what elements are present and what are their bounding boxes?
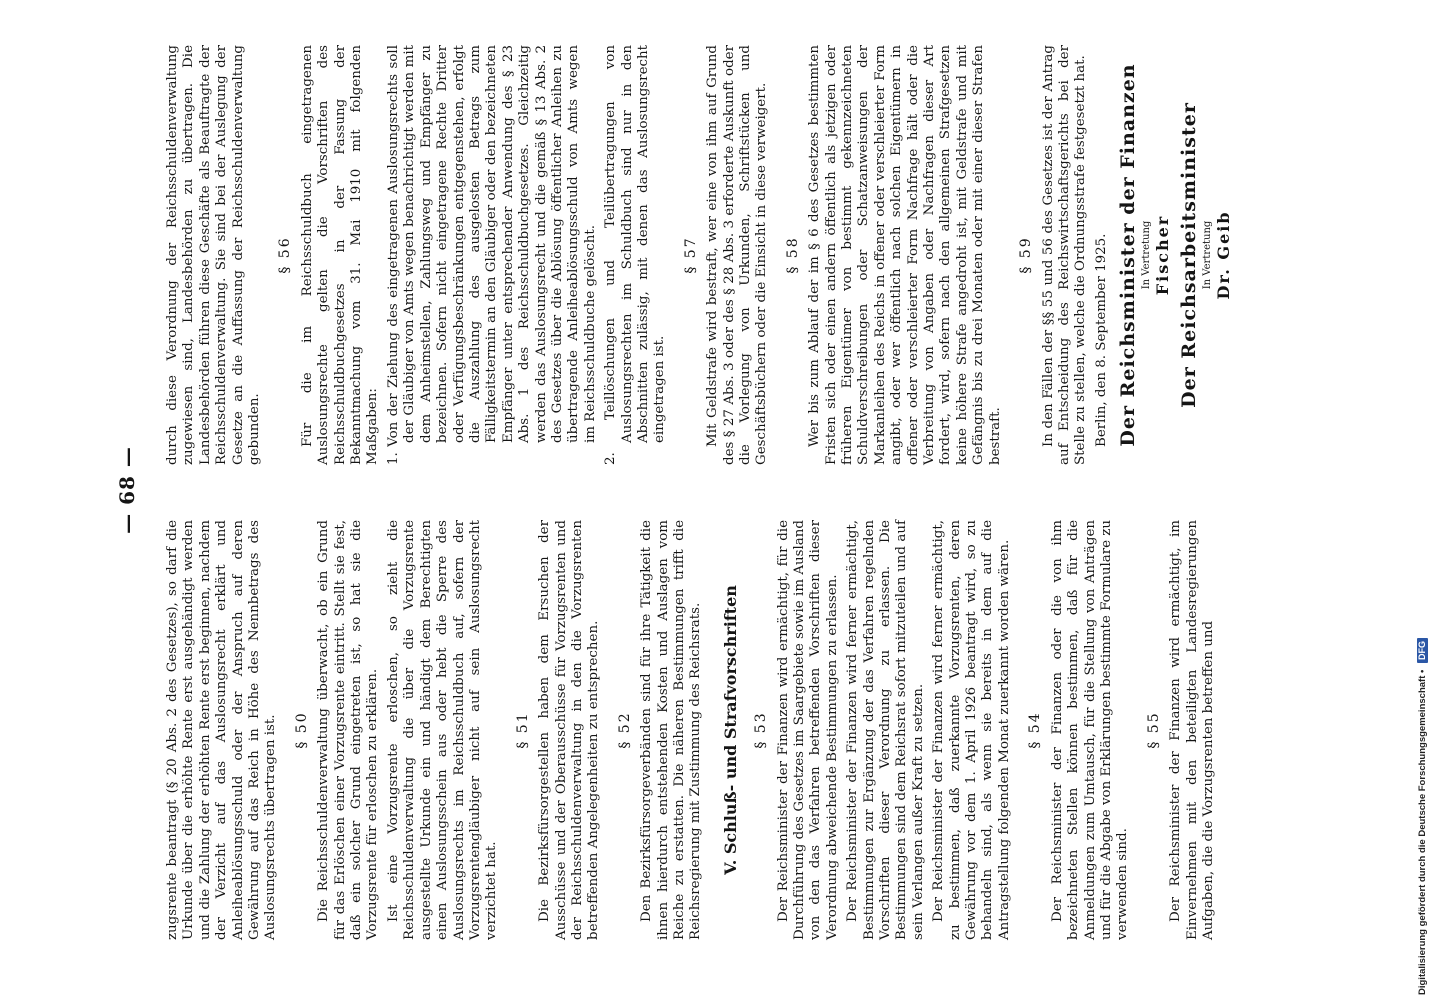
- section-51-heading: § 51: [514, 711, 531, 749]
- right-column: [165, 45, 1241, 465]
- paragraph: Den Bezirksfürsorgeverbänden sind für ihre Tätigkeit die ihnen hierdurch entstehenden Kosten und Auslagen vom Reiche zu erstatten. Die näheren Bestimmungen trifft die Reichsregierung mit Zustimmung des Reichsrats.: [639, 520, 704, 940]
- digitization-credit: [1400, 0, 1434, 1000]
- section-57-heading: § 57: [682, 236, 699, 274]
- section-58-heading: § 58: [784, 236, 801, 274]
- paragraph: Die Bezirksfürsorgestellen haben dem Ersuchen der Ausschüsse und der Oberausschüsse für Vorzugsrenten und der Reichsschuldenverwaltung in den die Vorzugsrenten betreffenden Angelegenheiten zu entsprechen.: [537, 520, 602, 940]
- paragraph: Der Reichsminister der Finanzen wird ermächtigt, im Einvernehmen mit den beteiligten Landesregierungen Aufgaben, die die Vorzugsrenten betreffen und: [1168, 520, 1216, 940]
- section-53-heading: § 53: [753, 711, 770, 749]
- paragraph: Mit Geldstrafe wird bestraft, wer eine von ihm auf Grund des § 27 Abs. 3 oder des § 28 Abs. 3 erforderte Auskunft oder die Vorlegung von Urkunden, Schriftstücken und Geschäftsbüchern oder die Einsicht in diese verweigert.: [705, 45, 770, 465]
- rotated-page-content: [95, 40, 1400, 940]
- signature-name-finance: Fischer: [1152, 214, 1172, 296]
- credit-text: Digitalisierung gefördert durch die Deutsche Forschungsgemeinschaft •: [1417, 669, 1428, 995]
- signature-deputy-note: In Vertretung: [1140, 220, 1152, 290]
- chapter-heading: V. Schluß- und Strafvorschriften: [720, 585, 740, 875]
- paragraph: Wer bis zum Ablauf der im § 6 des Gesetzes bestimmten Fristen sich oder einen andern öffentlich als jetzigen oder früheren Eigentümer von bestimmt gekennzeichneten Schuldverschreibungen oder Schatzanweisungen der Markanleihen des Reichs in offener oder verschleierter Form angibt, oder wer öffentlich nach solchen Eigentümern in offener oder verschleierter Form Nachfrage hält oder die Verbreitung von Angaben oder Nachfragen dieser Art fordert, wird, sofern nach den allgemeinen Strafgesetzen keine höhere Strafe angedroht ist, mit Geldstrafe und mit Gefängnis bis zu drei Monaten oder mit einer dieser Strafen bestraft.: [807, 45, 1003, 465]
- paragraph: Der Reichsminister der Finanzen oder die von ihm bezeichneten Stellen können bestimmen, daß für die Anmeldungen zum Umtausch, für die Stellung von Anträgen und für die Abgabe von Erklärungen bestimmte Formulare zu verwenden sind.: [1049, 520, 1131, 940]
- left-column: [165, 520, 1221, 940]
- dfg-logo: DFG: [1417, 638, 1428, 663]
- signature-name-labour: Dr. Geib: [1214, 210, 1234, 300]
- list-item: 1. Von der Ziehung des eingetragenen Auslosungsrechts soll der Gläubiger von Amts wegen benachrichtigt werden mit dem Anheimstellen, Zahlungsweg und Empfänger zu bezeichnen. Sofern nicht eingetragene Rechte Dritter oder Verfügungsbeschränkungen entgegenstehen, erfolgt die Auszahlung des ausgelosten Betrags zum Fälligkeitstermin an den Gläubiger oder den bezeichneten Empfänger unter entsprechender Anwendung des § 23 Abs. 1 des Reichsschuldbuchgesetzes. Gleichzeitig werden das Auslosungsrecht und die gemäß § 13 Abs. 2 des Gesetzes über die Ablösung öffentlicher Anleihen zu übertragende Anleiheablösungsschuld von Amts wegen im Reichsschuldbuche gelöscht.: [385, 45, 598, 465]
- date-line: Berlin, den 8. September 1925.: [1093, 233, 1109, 447]
- signature-deputy-note: In Vertretung: [1201, 220, 1213, 290]
- section-59-heading: § 59: [1018, 236, 1035, 274]
- paragraph: In den Fällen der §§ 55 und 56 des Gesetzes ist der Antrag auf Entscheidung des Reichswirtschaftsgerichts bei der Stelle zu stellen, welche die Ordnungsstrafe festgesetzt hat.: [1040, 45, 1089, 465]
- section-55-heading: § 55: [1145, 711, 1162, 749]
- paragraph: Die Reichsschuldenverwaltung überwacht, ob ein Grund für das Erlöschen einer Vorzugsrente eintritt. Stellt sie fest, daß ein solcher Grund eingetreten ist, so hat sie die Vorzugsrente für erloschen zu erklären.: [316, 520, 381, 940]
- paragraph: durch diese Verordnung der Reichsschuldenverwaltung zugewiesen sind, Landesbehörden zu übertragen. Die Landesbehörden führen diese Geschäfte als Beauftragte der Reichsschuldenverwaltung. Sie sind bei der Auslegung der Gesetze an die Auffassung der Reichsschuldenverwaltung gebunden.: [165, 45, 263, 465]
- paragraph: Der Reichsminister der Finanzen wird ferner ermächtigt, zu bestimmen, daß zuerkannte Vorzugsrenten, deren Gewährung vor dem 1. April 1926 beantragt wird, so zu behandeln sind, als wenn sie bereits in dem auf die Antragstellung folgenden Monat zuerkannt worden wären.: [931, 520, 1012, 940]
- list-item: 2. Teillöschungen und Teilübertragungen von Auslosungsrechten im Schuldbuch sind nur in den Abschnitten zulässig, mit denen das Auslosungsrecht eingetragen ist.: [603, 45, 668, 465]
- section-52-heading: § 52: [616, 711, 633, 749]
- page-number: — 68 —: [115, 446, 139, 534]
- paragraph: Ist eine Vorzugsrente erloschen, so zieht die Reichsschuldenverwaltung die über die Vorzugsrente ausgestellte Urkunde ein und händigt dem Berechtigten einen Auslosungsschein aus oder hebt die Sperre des Auslosungsrechts im Reichsschuldbuch auf, sofern der Vorzugsrentengläubiger nicht auf sein Auslosungsrecht verzichtet hat.: [385, 520, 500, 940]
- signature-title-labour: Der Reichsarbeitsminister: [1178, 102, 1201, 408]
- paragraph: Der Reichsminister der Finanzen wird ermächtigt, für die Durchführung des Gesetzes im Saargebiete sowie im Ausland von den das Verfahren betreffenden Vorschriften dieser Verordnung abweichende Bestimmungen zu erlassen.: [775, 520, 840, 940]
- paragraph: Der Reichsminister der Finanzen wird ferner ermächtigt, Bestimmungen zur Ergänzung der das Verfahren regelnden Vorschriften dieser Verordnung zu erlassen. Die Bestimmungen sind dem Reichsrat sofort mitzuteilen und auf sein Verlangen außer Kraft zu setzen.: [845, 520, 926, 940]
- paragraph: zugsrente beantragt (§ 20 Abs. 2 des Gesetzes), so darf die Urkunde über die erhöhte Rente erst ausgehändigt werden und die Zahlung der erhöhten Rente erst beginnen, nachdem der Verzicht auf das Auslosungsrecht erklärt und Anleiheablösungsschuld oder der Anspruch auf deren Gewährung auf das Reich in Höhe des Nennbetrags des Auslosungsrechts übertragen ist.: [165, 520, 279, 940]
- section-56-heading: § 56: [277, 236, 294, 274]
- signature-title-finance: Der Reichsminister der Finanzen: [1117, 63, 1140, 447]
- section-54-heading: § 54: [1027, 711, 1044, 749]
- section-50-heading: § 50: [293, 711, 310, 749]
- paragraph: Für die im Reichsschuldbuch eingetragenen Auslosungsrechte gelten die Vorschriften des Reichsschuldbuchgesetzes in der Fassung der Bekanntmachung vom 31. Mai 1910 mit folgenden Maßgaben:: [299, 45, 381, 465]
